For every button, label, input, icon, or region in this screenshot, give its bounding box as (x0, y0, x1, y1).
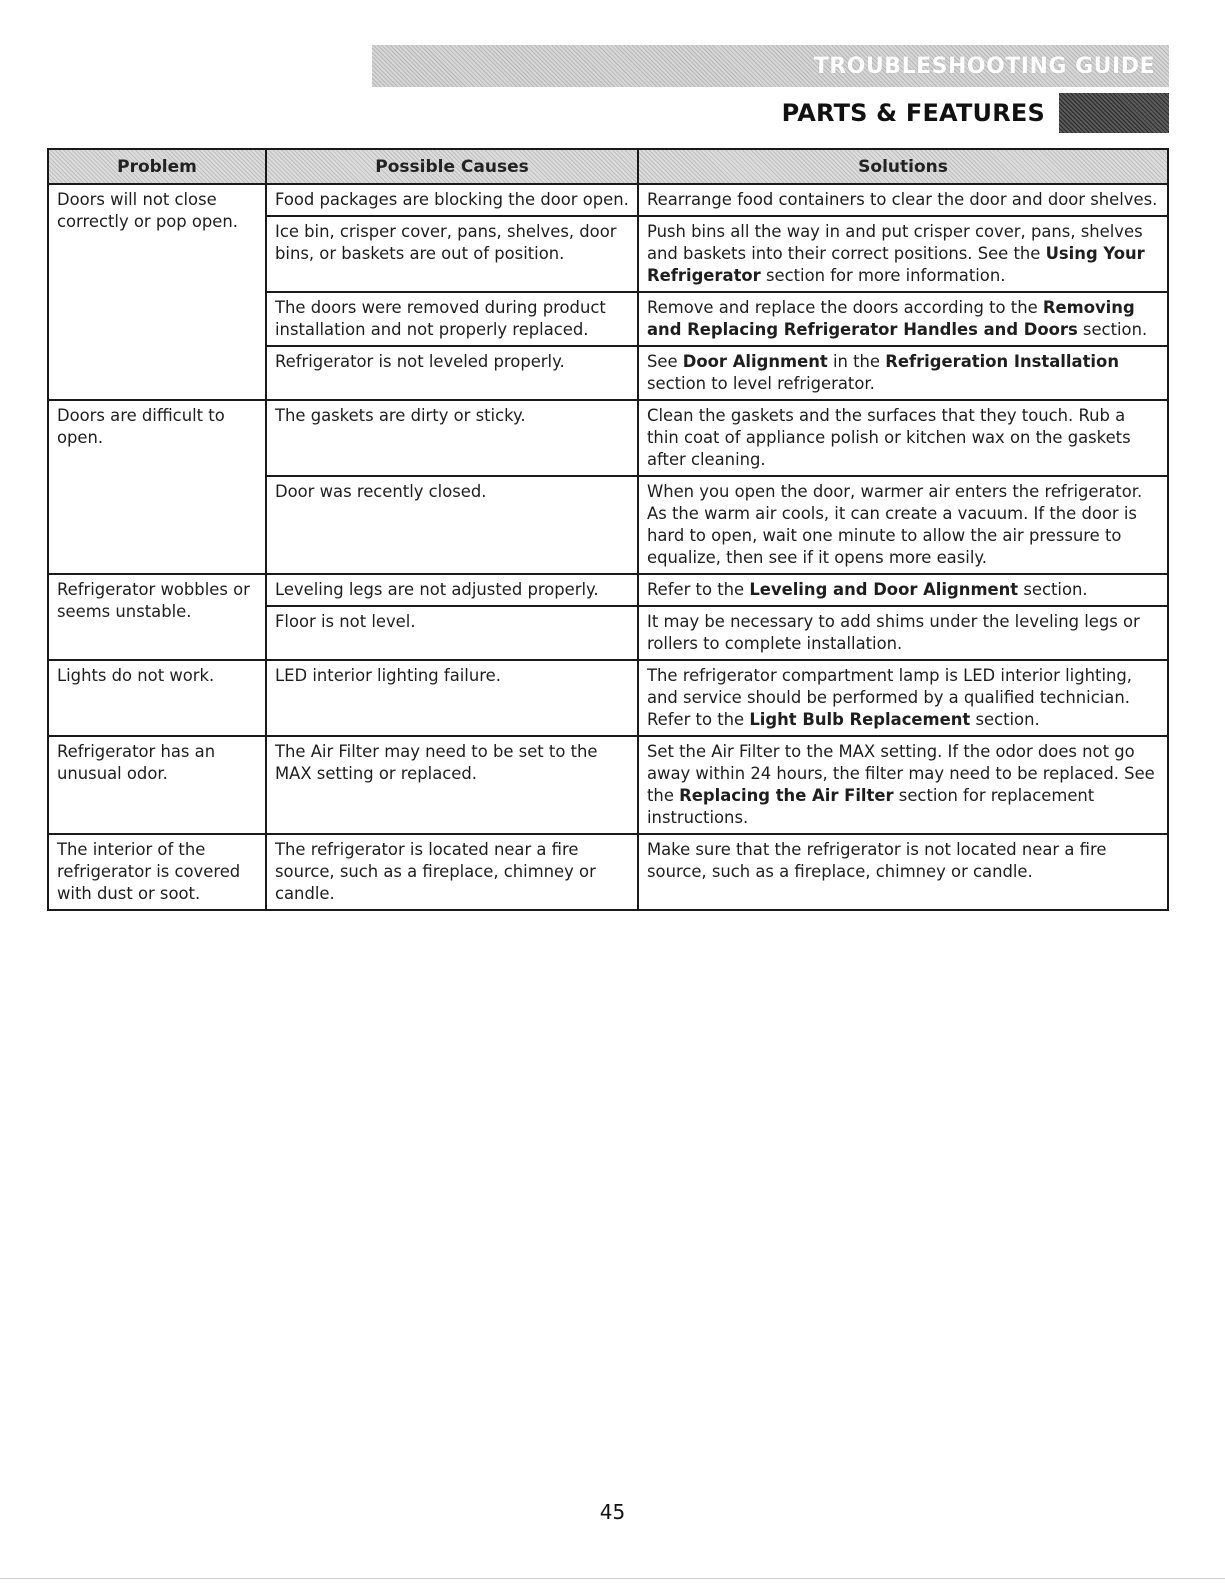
problem-cell: Doors will not close correctly or pop open. (48, 184, 266, 400)
table-row (48, 834, 1168, 910)
solution-text: section for replacement instructions. (647, 786, 1095, 827)
solution-cell (638, 292, 1168, 346)
table-row (48, 574, 1168, 606)
column-header-possible-causes: Possible Causes (266, 149, 638, 184)
solution-reference-text: Using Your Refrigerator (647, 244, 1145, 285)
troubleshooting-table (47, 148, 1169, 911)
solution-cell (638, 574, 1168, 606)
table-row (48, 184, 1168, 216)
cause-cell: Floor is not level. (266, 606, 638, 660)
cause-cell: LED interior lighting failure. (266, 660, 638, 736)
solution-text: It may be necessary to add shims under the leveling legs or rollers to complete installation. (647, 612, 1140, 653)
column-header-problem: Problem (48, 149, 266, 184)
page-number: 45 (599, 1500, 626, 1524)
cause-cell: The gaskets are dirty or sticky. (266, 400, 638, 476)
solution-reference-text: Leveling and Door Alignment (749, 580, 1019, 599)
solution-text: The refrigerator compartment lamp is LED interior lighting, and service should be performed by a qualified technician. Refer to the (647, 666, 1132, 729)
solution-text: See (647, 352, 683, 371)
table-row (48, 660, 1168, 736)
cause-cell: Leveling legs are not adjusted properly. (266, 574, 638, 606)
cause-cell: The Air Filter may need to be set to the MAX setting or replaced. (266, 736, 638, 834)
solution-text: section for more information. (760, 266, 1006, 285)
solution-text: When you open the door, warmer air enters the refrigerator. As the warm air cools, it can create a vacuum. If the door is hard to open, wait one minute to allow the air pressure to equalize, then see if it opens more easily. (647, 482, 1143, 567)
solution-cell (638, 736, 1168, 834)
table-body (48, 184, 1168, 910)
solution-reference-text: Light Bulb Replacement (749, 710, 971, 729)
solution-cell (638, 184, 1168, 216)
solution-cell (638, 400, 1168, 476)
solution-text: section. (1018, 580, 1088, 599)
table-row (48, 400, 1168, 476)
solution-cell (638, 660, 1168, 736)
cause-cell: The refrigerator is located near a fire source, such as a fireplace, chimney or candle. (266, 834, 638, 910)
solution-reference-text: Door Alignment (682, 352, 828, 371)
problem-cell: The interior of the refrigerator is covered with dust or soot. (48, 834, 266, 910)
troubleshooting-banner (372, 45, 1169, 87)
problem-cell: Refrigerator has an unusual odor. (48, 736, 266, 834)
solution-text: section. (1077, 320, 1148, 339)
solution-cell (638, 834, 1168, 910)
solution-reference-text: Removing and Replacing Refrigerator Handles and Doors (647, 298, 1135, 339)
table-header-row (48, 149, 1168, 184)
solution-cell (638, 216, 1168, 292)
solution-text: Clean the gaskets and the surfaces that they touch. Rub a thin coat of appliance polish or kitchen wax on the gaskets after cleaning. (647, 406, 1131, 469)
cause-cell: Door was recently closed. (266, 476, 638, 574)
solution-text: section to level refrigerator. (647, 374, 875, 393)
problem-cell: Doors are difficult to open. (48, 400, 266, 574)
solution-text: section. (970, 710, 1040, 729)
problem-cell: Refrigerator wobbles or seems unstable. (48, 574, 266, 660)
solution-text: Rearrange food containers to clear the door and door shelves. (647, 190, 1158, 209)
banner-title: TROUBLESHOOTING GUIDE (813, 53, 1155, 79)
cause-cell: Refrigerator is not leveled properly. (266, 346, 638, 400)
section-header (782, 92, 1169, 134)
section-marker-block (1059, 93, 1169, 133)
table-row (48, 736, 1168, 834)
solution-reference-text: Refrigeration Installation (885, 352, 1119, 371)
solution-cell (638, 476, 1168, 574)
solution-text: Make sure that the refrigerator is not located near a fire source, such as a fireplace, chimney or candle. (647, 840, 1107, 881)
column-header-solutions: Solutions (638, 149, 1168, 184)
page-bottom-rule (0, 1578, 1225, 1579)
cause-cell: Food packages are blocking the door open. (266, 184, 638, 216)
problem-cell: Lights do not work. (48, 660, 266, 736)
section-title: PARTS & FEATURES (781, 99, 1045, 127)
solution-text: Set the Air Filter to the MAX setting. If the odor does not go away within 24 hours, the filter may need to be replaced. See the (647, 742, 1155, 805)
solution-text: Remove and replace the doors according to the (647, 298, 1043, 317)
solution-text: Refer to the (647, 580, 750, 599)
solution-text: Push bins all the way in and put crisper cover, pans, shelves and baskets into their correct positions. See the (647, 222, 1143, 263)
solution-cell (638, 346, 1168, 400)
solution-cell (638, 606, 1168, 660)
solution-text: in the (827, 352, 886, 371)
cause-cell: The doors were removed during product installation and not properly replaced. (266, 292, 638, 346)
solution-reference-text: Replacing the Air Filter (679, 786, 894, 805)
cause-cell: Ice bin, crisper cover, pans, shelves, door bins, or baskets are out of position. (266, 216, 638, 292)
